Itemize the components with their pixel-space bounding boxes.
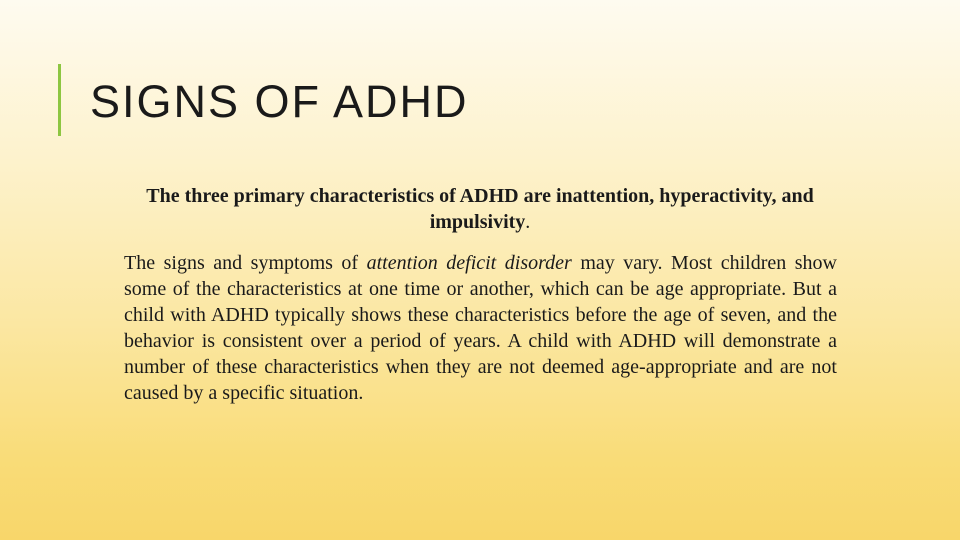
slide-title: SIGNS OF ADHD [90, 76, 469, 127]
slide-subtitle [120, 183, 840, 235]
body-text-italic-term: attention deficit disorder [366, 252, 572, 274]
body-text-part1: The signs and symptoms of [124, 252, 367, 274]
title-accent-bar [58, 64, 61, 136]
subtitle-text: The three primary characteristics of ADHD are inattention, hyperactivity, and impulsivity [146, 185, 814, 233]
body-text-part2: may vary. Most children show some of the characteristics at one time or another, which can be age appropriate. But a child with ADHD typically shows these characteristics before the age of seven, and the behavior is consistent over a period of years. A child with ADHD will demonstrate a number of these characteristics when they are not deemed age-appropriate and are not caused by a specific situation. [124, 252, 837, 404]
subtitle-period: . [525, 211, 531, 233]
body-paragraph [124, 250, 837, 406]
